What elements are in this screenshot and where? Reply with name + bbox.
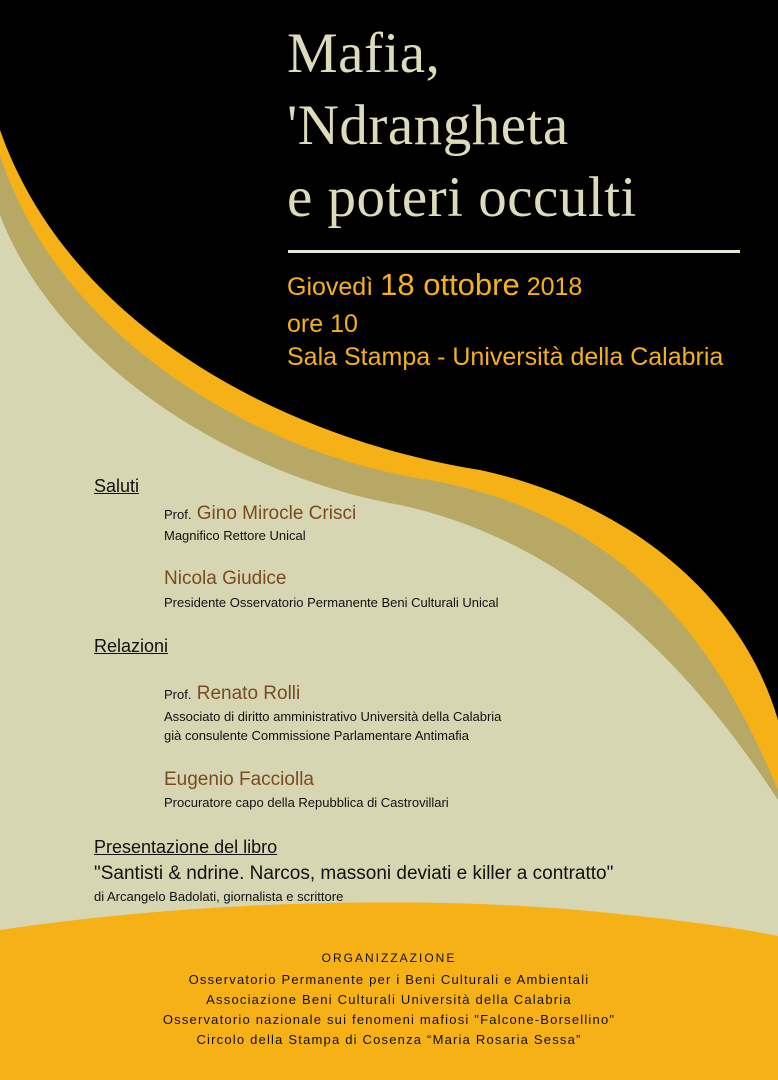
book-title: "Santisti & ndrine. Narcos, massoni deviati e killer a contratto" (94, 863, 614, 884)
speaker-name (164, 503, 356, 525)
speaker-name (164, 683, 300, 705)
speaker-role: Magnifico Rettore Unical (164, 528, 306, 543)
speaker-name-text: Renato Rolli (196, 683, 301, 704)
date-year: 2018 (526, 273, 583, 301)
event-date (287, 267, 582, 303)
event-time: ore 10 (287, 310, 358, 338)
organization-item: Associazione Beni Culturali Università della Calabria (206, 992, 572, 1007)
date-weekday: Giovedì (287, 273, 374, 301)
title-divider (288, 250, 740, 253)
speaker-prefix: Prof. (164, 507, 192, 522)
speaker-role: Associato di diritto amministrativo Università della Calabria (164, 709, 502, 724)
speaker-name (164, 769, 314, 791)
section-relazioni: Relazioni (94, 636, 169, 656)
speaker-role: Procuratore capo della Repubblica di Castrovillari (164, 795, 449, 810)
speaker-prefix: Prof. (164, 687, 192, 702)
event-venue: Sala Stampa - Università della Calabria (287, 343, 724, 371)
organization-block (0, 951, 778, 1050)
section-saluti: Saluti (94, 476, 140, 496)
speaker-name-text: Gino Mirocle Crisci (196, 503, 357, 524)
date-main: 18 ottobre (380, 267, 520, 302)
speaker-role: Presidente Osservatorio Permanente Beni Culturali Unical (164, 595, 499, 610)
speaker-name-text: Eugenio Facciolla (164, 769, 314, 790)
organization-item: Circolo della Stampa di Cosenza “Maria Rosaria Sessa” (196, 1032, 582, 1047)
poster-title (287, 18, 767, 234)
organization-item: Osservatorio Permanente per i Beni Culturali e Ambientali (188, 972, 590, 987)
title-line: e poteri occulti (287, 166, 637, 229)
organization-label: ORGANIZZAZIONE (321, 951, 457, 965)
book-author: di Arcangelo Badolati, giornalista e scrittore (94, 889, 344, 904)
speaker-name-text: Nicola Giudice (164, 568, 287, 589)
speaker-role: già consulente Commissione Parlamentare Antimafia (164, 728, 469, 743)
title-line: 'Ndrangheta (287, 94, 569, 157)
title-line: Mafia, (287, 22, 441, 85)
organization-item: Osservatorio nazionale sui fenomeni mafiosi "Falcone-Borsellino" (162, 1012, 616, 1027)
speaker-name (164, 568, 287, 590)
section-presentazione: Presentazione del libro (94, 837, 278, 857)
